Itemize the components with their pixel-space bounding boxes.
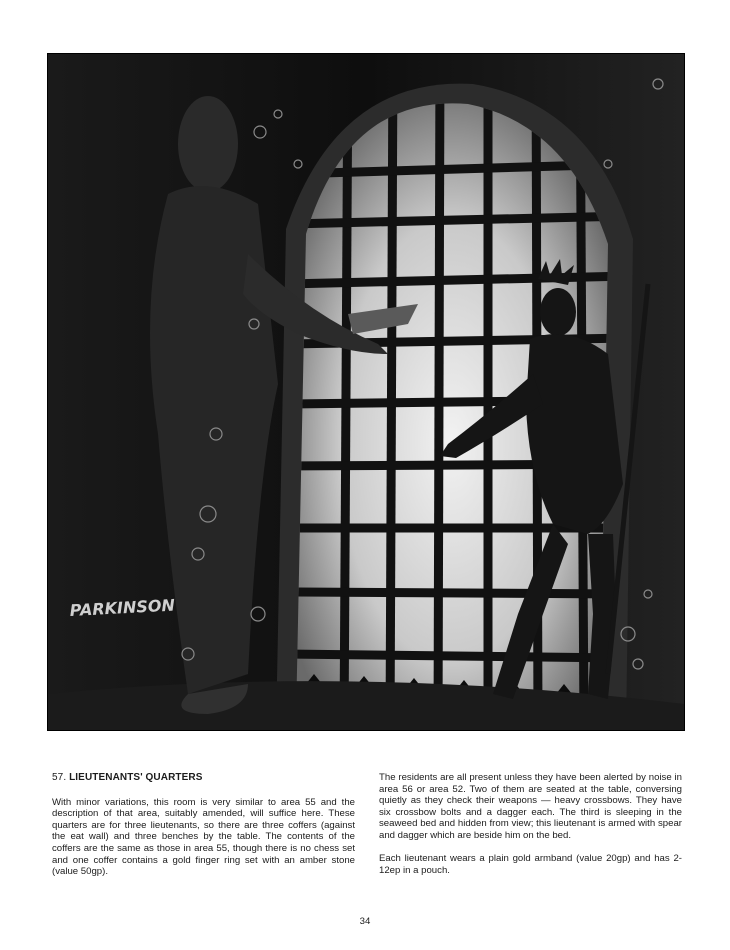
illustration [47, 53, 685, 731]
section-number: 57. [52, 772, 67, 783]
paragraph: With minor variations, this room is very similar to area 55 and the description of that area, suitably amended, will suffice here. These quarters are for three lieutenants, so there are three coffers (against the eat wall) and three benches by the table. The contents of the coffers are the same as those in area 55, though there is no chess set and one coffer contains a gold finger ring set with an amber stone (value 50gp). [52, 796, 355, 878]
paragraph: The residents are all present unless they have been alerted by noise in area 56 or area 52. Two of them are seated at the table, conversing quietly as they check their weapons — heavy crossbows. They have six crossbow bolts and a dagger each. The third is sleeping in the seaweed bed and hidden from view; this lieutenant is armed with spear and dagger which are beside him on the bed. [379, 772, 682, 841]
page-number: 34 [359, 916, 371, 927]
section-title: LIEUTENANTS' QUARTERS [69, 772, 203, 783]
section-heading [52, 772, 355, 784]
artist-signature: PARKINSON [69, 595, 176, 620]
paragraph: Each lieutenant wears a plain gold armband (value 20gp) and has 2-12ep in a pouch. [379, 853, 682, 876]
right-column [379, 772, 682, 888]
left-column [52, 772, 355, 889]
